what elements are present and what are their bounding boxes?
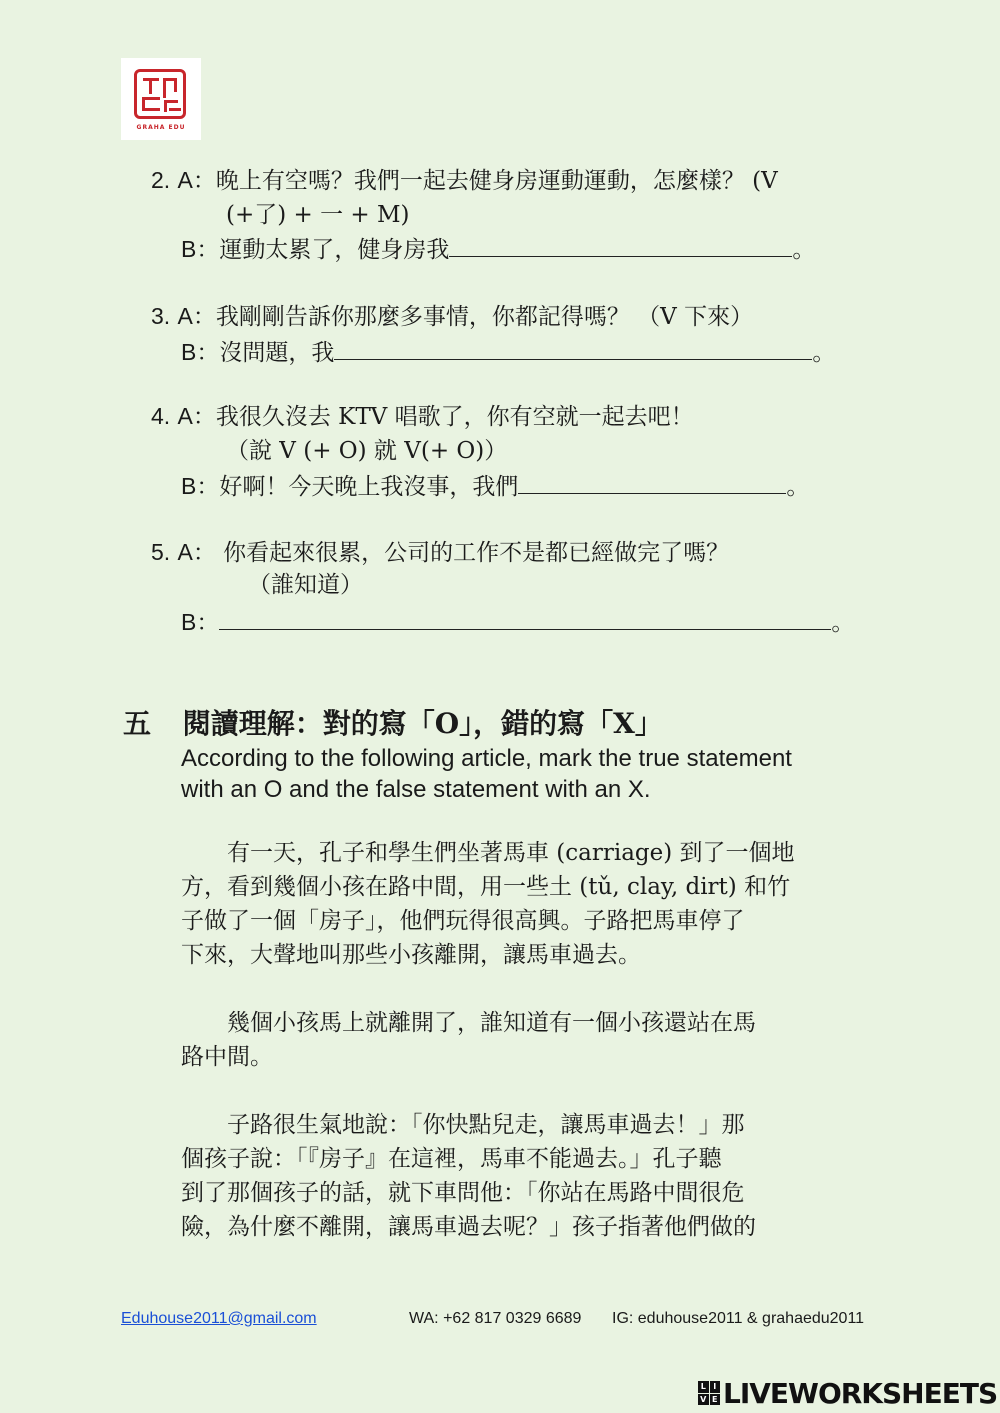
speaker-b-label: B： bbox=[181, 473, 220, 499]
article-line: 到了那個孩子的話，就下車問他：「你站在馬路中間很危 bbox=[181, 1180, 745, 1206]
answer-suffix: 。 bbox=[831, 610, 855, 636]
answer-prefix: 運動太累了，健身房我 bbox=[219, 237, 450, 263]
grammar-hint: （說 V (+ O) 就 V(+ O)） bbox=[226, 438, 508, 464]
article-line: 路中間。 bbox=[181, 1044, 273, 1070]
section-title: 閱讀理解：對的寫「O」，錯的寫「X」 bbox=[182, 707, 663, 740]
answer-blank[interactable] bbox=[219, 607, 831, 630]
section-number: 五 bbox=[123, 707, 152, 740]
speaker-a-label: A： bbox=[177, 167, 216, 193]
graha-edu-logo bbox=[121, 58, 201, 140]
liveworksheets-watermark bbox=[698, 1378, 997, 1408]
answer-suffix: 。 bbox=[792, 237, 816, 263]
question-number: 5. bbox=[151, 539, 171, 565]
question-number: 3. bbox=[151, 303, 171, 329]
question-prompt: 我很久沒去 KTV 唱歌了，你有空就一起去吧！ bbox=[215, 404, 694, 430]
question-prompt: 我剛剛告訴你那麼多事情，你都記得嗎？ （V 下來） bbox=[215, 304, 754, 330]
liveworksheets-icon: L I V E bbox=[698, 1381, 720, 1405]
answer-blank[interactable] bbox=[518, 471, 786, 494]
instagram-contact: IG: eduhouse2011 & grahaedu2011 bbox=[612, 1310, 865, 1327]
answer-prefix: 好啊！今天晚上我沒事，我們 bbox=[219, 474, 519, 500]
logo-caption: GRAHA EDU bbox=[136, 124, 186, 131]
article-paragraph-1 bbox=[181, 836, 881, 972]
speaker-a-label: A： bbox=[177, 403, 216, 429]
article-paragraph-2 bbox=[181, 1006, 881, 1074]
section-heading bbox=[123, 702, 663, 742]
article-line: 幾個小孩馬上就離開了，誰知道有一個小孩還站在馬 bbox=[181, 1010, 756, 1036]
article-line: 子做了一個「房子」，他們玩得很高興。子路把馬車停了 bbox=[181, 908, 745, 934]
section-instruction-line-2: with an O and the false statement with an X. bbox=[181, 776, 651, 803]
seal-icon bbox=[134, 69, 186, 119]
article-line: 下來，大聲地叫那些小孩離開，讓馬車過去。 bbox=[181, 942, 641, 968]
article-line: 子路很生氣地說：「你快點兒走，讓馬車過去！」那 bbox=[181, 1112, 745, 1138]
question-prompt: 晚上有空嗎？我們一起去健身房運動運動，怎麼樣？ (V bbox=[215, 168, 778, 194]
answer-suffix: 。 bbox=[786, 474, 810, 500]
article-line: 方，看到幾個小孩在路中間，用一些土 (tǔ, clay, dirt) 和竹 bbox=[181, 874, 791, 900]
liveworksheets-text: LIVEWORKSHEETS bbox=[723, 1376, 998, 1410]
article-paragraph-3 bbox=[181, 1108, 881, 1244]
speaker-b-label: B： bbox=[181, 609, 220, 635]
answer-blank[interactable] bbox=[334, 337, 812, 360]
article-line: 有一天，孔子和學生們坐著馬車 (carriage) 到了一個地 bbox=[181, 840, 795, 866]
question-prompt: 你看起來很累，公司的工作不是都已經做完了嗎？ bbox=[215, 540, 730, 566]
speaker-a-label: A： bbox=[177, 303, 216, 329]
answer-suffix: 。 bbox=[812, 340, 836, 366]
whatsapp-contact: WA: +62 817 0329 6689 bbox=[409, 1310, 582, 1327]
question-number: 2. bbox=[151, 167, 171, 193]
article-line: 險，為什麼不離開，讓馬車過去呢？」孩子指著他們做的 bbox=[181, 1214, 756, 1240]
answer-blank[interactable] bbox=[449, 234, 792, 257]
article-line: 個孩子說：「『房子』在這裡，馬車不能過去。」孔子聽 bbox=[181, 1146, 722, 1172]
speaker-a-label: A： bbox=[177, 539, 216, 565]
section-instruction-line-1: According to the following article, mark the true statement bbox=[181, 745, 792, 772]
grammar-hint: (+了) + 一 + M) bbox=[226, 202, 410, 228]
grammar-hint: （誰知道） bbox=[248, 572, 363, 598]
question-number: 4. bbox=[151, 403, 171, 429]
email-link[interactable]: Eduhouse2011@gmail.com bbox=[121, 1310, 317, 1327]
speaker-b-label: B： bbox=[181, 339, 220, 365]
speaker-b-label: B： bbox=[181, 236, 220, 262]
answer-prefix: 沒問題，我 bbox=[219, 340, 335, 366]
